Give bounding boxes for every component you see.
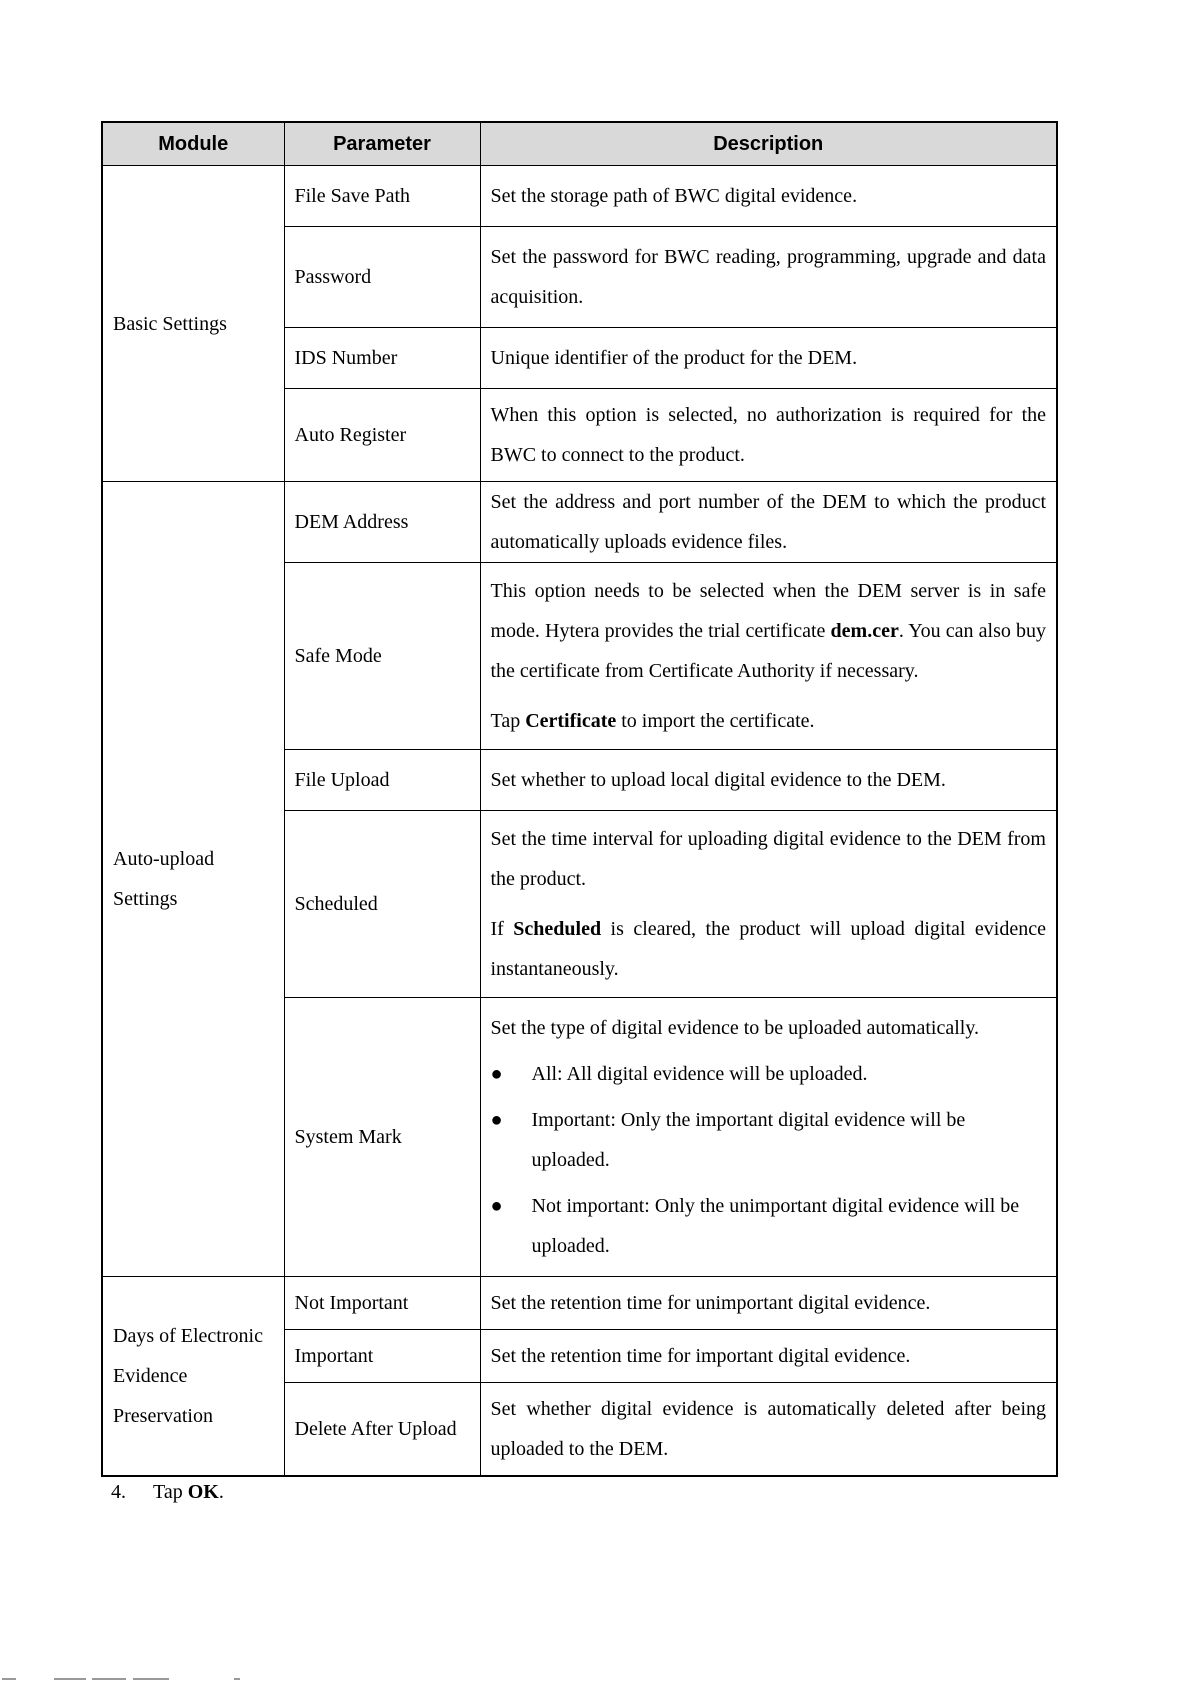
module-basic-settings: Basic Settings (102, 166, 284, 482)
bullet-icon: ● (490, 1195, 503, 1217)
module-days-of-evidence-preservation (102, 1277, 284, 1476)
scheduled-paragraph-1: Set the time interval for uploading digital evidence to the DEM from the product. (490, 828, 1046, 890)
desc-delete-after-upload: Set whether digital evidence is automatically deleted after being uploaded to the DEM. (480, 1383, 1057, 1476)
table-row (102, 166, 1057, 227)
list-item (491, 1100, 1047, 1180)
list-item (491, 1186, 1047, 1266)
param-file-upload: File Upload (284, 750, 480, 811)
param-not-important: Not Important (284, 1277, 480, 1330)
desc-system-mark (480, 998, 1057, 1277)
safe-mode-tap-text-end: to import the certificate. (616, 710, 815, 732)
table-row (102, 482, 1057, 563)
safe-mode-text-b: . You can also buy the certificate from Certificate Authority if necessary. (490, 620, 1047, 682)
param-file-save-path: File Save Path (284, 166, 480, 227)
system-mark-intro: Set the type of digital evidence to be uploaded automatically. (490, 1017, 980, 1039)
step-instruction (111, 1472, 224, 1512)
header-module: Module (102, 122, 284, 166)
settings-table (101, 121, 1058, 1477)
desc-important: Set the retention time for important digital evidence. (480, 1330, 1057, 1383)
param-ids-number: IDS Number (284, 328, 480, 389)
param-dem-address: DEM Address (284, 482, 480, 563)
desc-password: Set the password for BWC reading, programming, upgrade and data acquisition. (480, 227, 1057, 328)
module-days-line1: Days of Electronic (113, 1324, 263, 1347)
module-auto-upload-line1: Auto-upload (113, 848, 215, 870)
desc-not-important: Set the retention time for unimportant digital evidence. (480, 1277, 1057, 1330)
step-ok-label: OK (187, 1481, 219, 1503)
footer-divider (0, 1678, 250, 1681)
bullet-text-all: All: All digital evidence will be uploaded. (531, 1063, 868, 1085)
desc-ids-number: Unique identifier of the product for the DEM. (480, 328, 1057, 389)
desc-file-save-path: Set the storage path of BWC digital evidence. (480, 166, 1057, 227)
safe-mode-cert-file: dem.cer (830, 620, 899, 642)
scheduled-bold-label: Scheduled (513, 918, 602, 940)
param-important: Important (284, 1330, 480, 1383)
safe-mode-paragraph-2 (491, 701, 1047, 741)
bullet-icon: ● (490, 1109, 503, 1131)
param-system-mark: System Mark (284, 998, 480, 1277)
step-text-a: Tap (153, 1481, 188, 1503)
bullet-text-not-important: Not important: Only the unimportant digital evidence will be uploaded. (531, 1195, 1020, 1257)
param-scheduled: Scheduled (284, 811, 480, 998)
scheduled-paragraph-2 (491, 909, 1047, 989)
list-item (491, 1054, 1047, 1094)
safe-mode-text-a: This option needs to be selected when the DEM server is in safe mode. Hytera provides the trial certificate (490, 580, 1046, 642)
desc-file-upload: Set whether to upload local digital evidence to the DEM. (480, 750, 1057, 811)
desc-scheduled (480, 811, 1057, 998)
safe-mode-certificate-label: Certificate (525, 710, 617, 732)
module-days-line3: Preservation (113, 1404, 213, 1427)
desc-auto-register: When this option is selected, no authorization is required for the BWC to connect to the product. (480, 389, 1057, 482)
table-row (102, 1277, 1057, 1330)
header-parameter: Parameter (284, 122, 480, 166)
desc-dem-address: Set the address and port number of the DEM to which the product automatically uploads evidence files. (480, 482, 1057, 563)
param-safe-mode: Safe Mode (284, 563, 480, 750)
safe-mode-paragraph-1 (491, 571, 1047, 691)
bullet-text-important: Important: Only the important digital evidence will be uploaded. (531, 1109, 966, 1171)
step-number: 4. (111, 1481, 126, 1503)
param-auto-register: Auto Register (284, 389, 480, 482)
param-password: Password (284, 227, 480, 328)
header-description: Description (480, 122, 1057, 166)
scheduled-text-a: If (490, 918, 514, 940)
header-row (102, 122, 1057, 166)
scheduled-text-b: is cleared, the product will upload digital evidence instantaneously. (490, 918, 1046, 980)
module-auto-upload-line2: Settings (113, 888, 178, 910)
module-days-line2: Evidence (113, 1364, 188, 1387)
bullet-icon: ● (490, 1063, 503, 1085)
safe-mode-tap-text: Tap (490, 710, 526, 732)
desc-safe-mode (480, 563, 1057, 750)
module-auto-upload-settings (102, 482, 284, 1277)
param-delete-after-upload: Delete After Upload (284, 1383, 480, 1476)
step-text-b: . (218, 1481, 224, 1503)
